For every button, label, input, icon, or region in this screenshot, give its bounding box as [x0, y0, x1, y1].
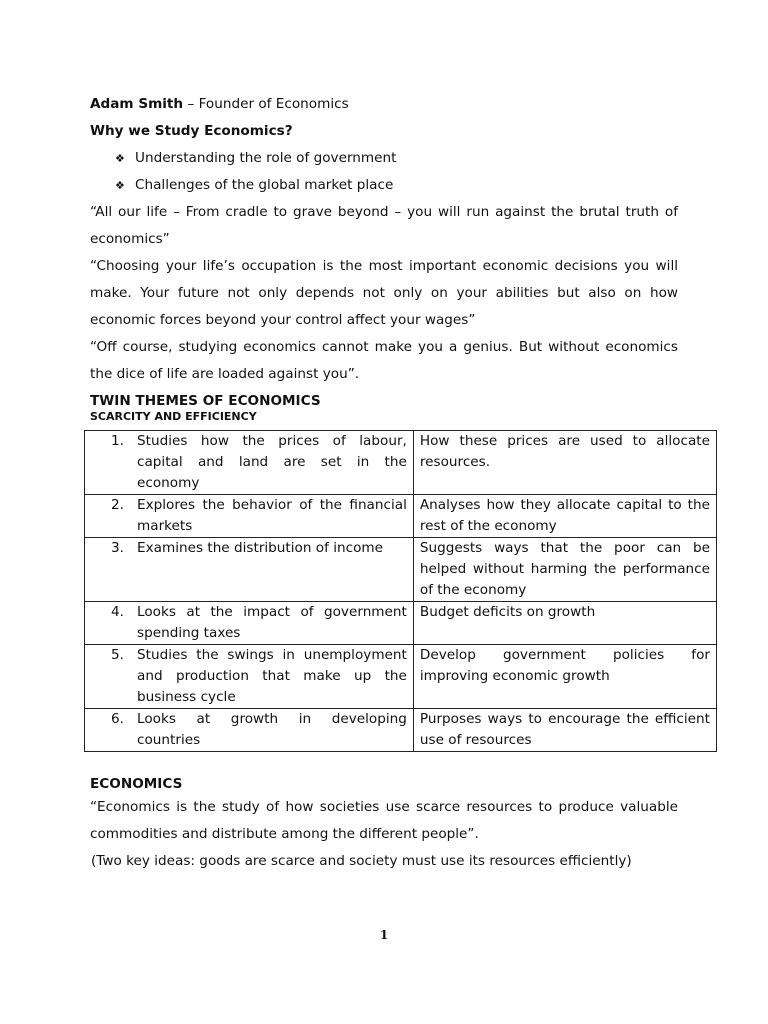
title-line — [90, 91, 678, 118]
table-cell-left — [85, 538, 414, 602]
row-right-text: Purposes ways to encourage the efficient use of resources — [419, 711, 710, 748]
table-cell-right — [413, 602, 716, 645]
quote-2-line-3: economic forces beyond your control affect your wages” — [90, 312, 476, 328]
row-left-text: Looks at the impact of government spending taxes — [137, 604, 407, 641]
table-row — [85, 431, 717, 495]
row-left-text: Looks at growth in developing countries — [137, 711, 407, 748]
row-number: 1. — [111, 433, 124, 449]
economics-definition-line-1: “Economics is the study of how societies use scarce resources to produce valuable — [90, 799, 678, 815]
table-row — [85, 709, 717, 752]
row-right-text: Suggests ways that the poor can be helped without harming the performance of the economy — [419, 540, 710, 598]
economics-section — [90, 771, 678, 875]
table-row — [85, 602, 717, 645]
table-cell-right — [413, 709, 716, 752]
bullet-text: Understanding the role of government — [135, 150, 397, 166]
row-number: 2. — [111, 497, 124, 513]
table-cell-left — [85, 495, 414, 538]
table-cell-left — [85, 602, 414, 645]
row-number: 5. — [111, 647, 124, 663]
economics-heading: ECONOMICS — [90, 776, 183, 792]
why-heading: Why we Study Economics? — [90, 123, 293, 139]
quote-2-line-2: make. Your future not only depends not only on your abilities but also on how — [90, 285, 678, 301]
quote-1-line-2: economics” — [90, 231, 170, 247]
row-right-text: Develop government policies for improving economic growth — [419, 647, 710, 684]
row-left-text: Studies how the prices of labour, capital and land are set in the economy — [137, 433, 407, 491]
key-ideas-note: (Two key ideas: goods are scarce and society must use its resources efficiently) — [91, 853, 632, 869]
table-cell-right — [413, 495, 716, 538]
row-number: 4. — [111, 604, 124, 620]
diamond-bullet-icon: ❖ — [115, 179, 125, 192]
bullet-item — [90, 145, 678, 172]
author-name: Adam Smith — [90, 96, 184, 112]
table-cell-right — [413, 538, 716, 602]
quote-1-line-1: “All our life – From cradle to grave beyond – you will run against the brutal truth of — [90, 204, 678, 220]
twin-themes-subheading: SCARCITY AND EFFICIENCY — [90, 410, 257, 423]
quote-2-line-1: “Choosing your life’s occupation is the most important economic decisions you will — [90, 258, 678, 274]
row-right-text: How these prices are used to allocate resources. — [419, 433, 710, 470]
table-cell-left — [85, 431, 414, 495]
twin-themes-heading: TWIN THEMES OF ECONOMICS — [90, 393, 321, 409]
row-left-text: Explores the behavior of the financial markets — [137, 497, 407, 534]
row-number: 6. — [111, 711, 124, 727]
row-right-text: Analyses how they allocate capital to the rest of the economy — [419, 497, 710, 534]
author-title: – Founder of Economics — [183, 96, 349, 112]
table-row — [85, 538, 717, 602]
row-left-text: Studies the swings in unemployment and production that make up the business cycle — [137, 647, 407, 705]
diamond-bullet-icon: ❖ — [115, 152, 125, 165]
bullet-text: Challenges of the global market place — [135, 177, 394, 193]
table-row — [85, 495, 717, 538]
row-right-text: Budget deficits on growth — [419, 604, 596, 620]
economics-definition-line-2: commodities and distribute among the different people”. — [90, 826, 479, 842]
table-cell-left — [85, 709, 414, 752]
quote-3-line-2: the dice of life are loaded against you”. — [90, 366, 360, 382]
page-number: 1 — [379, 928, 389, 942]
table-cell-right — [413, 431, 716, 495]
row-left-text: Examines the distribution of income — [137, 540, 383, 556]
table-cell-right — [413, 645, 716, 709]
twin-themes-table — [84, 430, 717, 752]
row-number: 3. — [111, 540, 124, 556]
bullet-item — [90, 172, 678, 199]
document-body — [90, 91, 678, 424]
quote-3-line-1: “Off course, studying economics cannot make you a genius. But without economics — [90, 339, 678, 355]
table-cell-left — [85, 645, 414, 709]
table-row — [85, 645, 717, 709]
